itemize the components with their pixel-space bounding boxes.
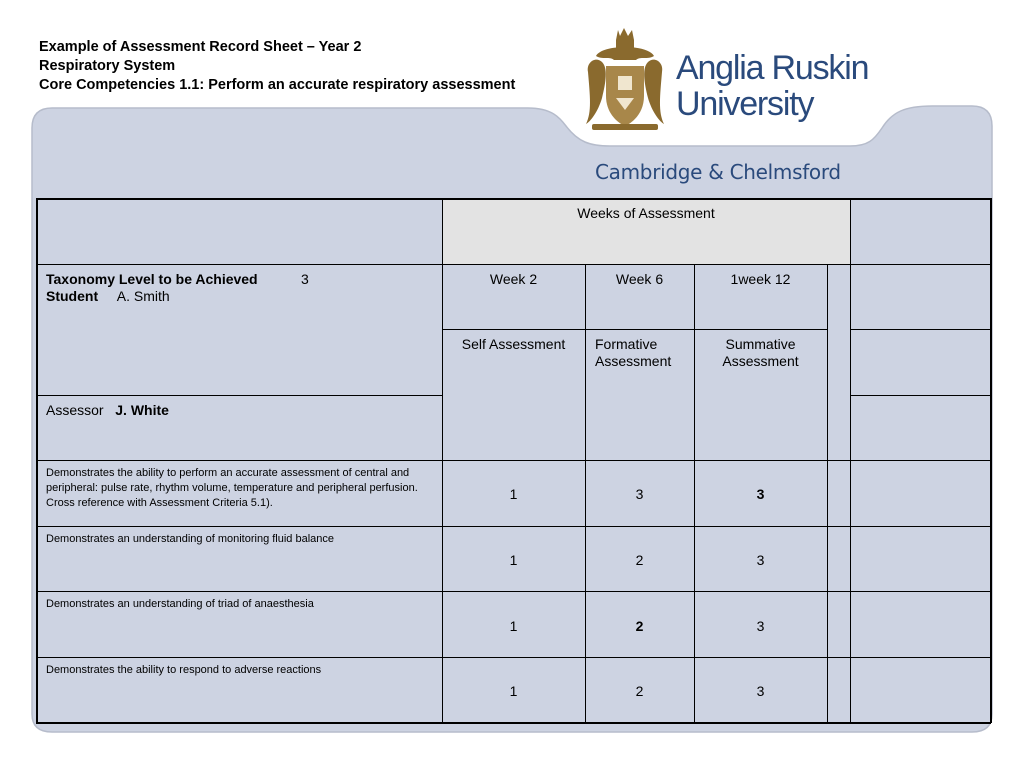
table-line <box>36 591 991 592</box>
table-line <box>36 264 991 265</box>
score-cell: 3 <box>756 486 765 502</box>
week-header: Week 6 <box>615 271 664 287</box>
assessment-type: Summative Assessment <box>722 336 799 369</box>
week-header: 1week 12 <box>730 271 791 287</box>
table-line <box>850 395 991 396</box>
score-cell: 3 <box>756 683 765 699</box>
competency-text: Demonstrates the ability to respond to adverse reactions <box>46 664 322 676</box>
competency-text: Demonstrates the ability to perform an accurate assessment of central and peripheral: pulse rate, rhythm volume, temperature and peripheral perfusion. Cross reference with Assessment Criteria 5.1). <box>46 467 418 509</box>
campus-label: Cambridge & Chelmsford <box>595 160 841 184</box>
table-line <box>827 264 828 723</box>
taxonomy-info <box>46 271 436 305</box>
table-border-right <box>990 198 992 723</box>
table-border-top <box>36 198 991 200</box>
table-line <box>36 526 991 527</box>
competency-text: Demonstrates an understanding of triad of anaesthesia <box>46 598 314 610</box>
table-line <box>850 329 991 330</box>
document-header <box>39 38 579 95</box>
university-name-line2: University <box>676 85 814 123</box>
table-line <box>36 460 991 461</box>
score-cell: 3 <box>756 618 765 634</box>
score-cell: 1 <box>509 486 518 502</box>
header-title: Example of Assessment Record Sheet – Year 2 <box>39 39 362 55</box>
assessor-info <box>46 402 436 418</box>
header-competency: Core Competencies 1.1: Perform an accurate respiratory assessment <box>39 77 516 93</box>
score-cell: 2 <box>635 618 644 634</box>
assessment-type: Formative Assessment <box>595 336 672 369</box>
assessor-value: J. White <box>115 402 169 418</box>
table-line <box>850 198 851 723</box>
table-line <box>442 329 827 330</box>
score-cell: 1 <box>509 618 518 634</box>
university-name <box>676 50 868 122</box>
score-cell: 3 <box>635 486 644 502</box>
assessment-type: Self Assessment <box>461 336 566 352</box>
score-cell: 1 <box>509 683 518 699</box>
table-border-bottom <box>36 722 991 724</box>
week-header: Week 2 <box>489 271 538 287</box>
table-line <box>36 657 991 658</box>
score-cell: 2 <box>635 683 644 699</box>
university-name-line1: Anglia Ruskin <box>676 49 869 87</box>
weeks-of-assessment-label: Weeks of Assessment <box>577 205 715 221</box>
assessor-label: Assessor <box>46 402 104 418</box>
table-border-left <box>36 198 38 723</box>
taxonomy-label: Taxonomy Level to be Achieved <box>46 271 258 287</box>
header-subject: Respiratory System <box>39 58 176 74</box>
score-cell: 1 <box>509 552 518 568</box>
score-cell: 3 <box>756 552 765 568</box>
student-value: A. Smith <box>116 288 170 304</box>
score-cell: 2 <box>635 552 644 568</box>
student-label: Student <box>46 288 99 304</box>
competency-text: Demonstrates an understanding of monitoring fluid balance <box>46 533 335 545</box>
table-line <box>36 395 442 396</box>
taxonomy-value: 3 <box>301 271 309 287</box>
